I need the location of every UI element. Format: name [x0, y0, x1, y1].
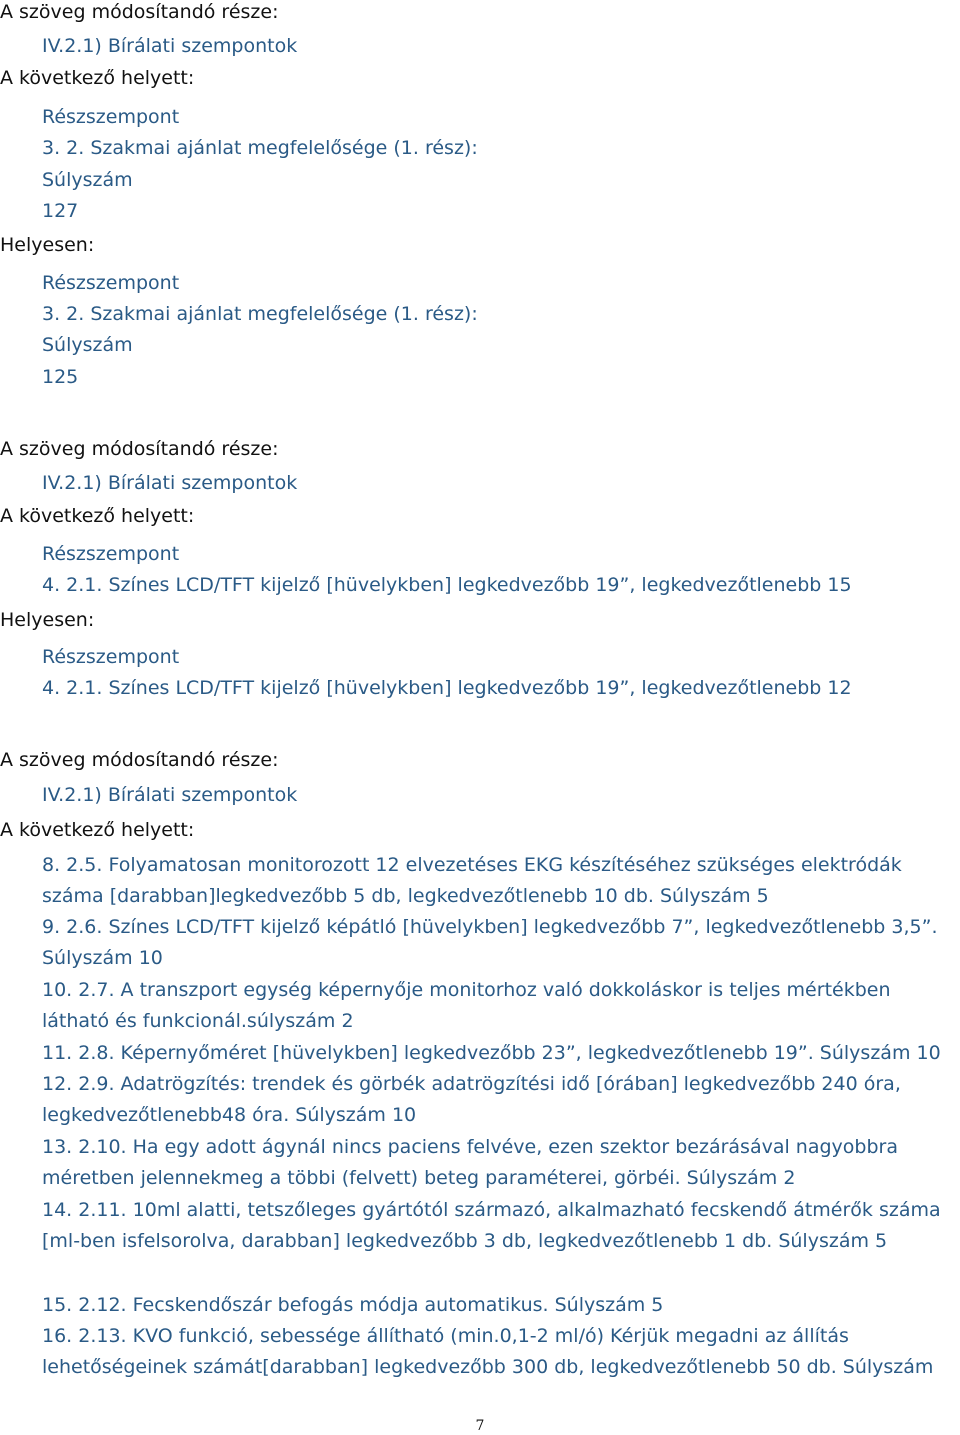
criteria-item: 8. 2.5. Folyamatosan monitorozott 12 elvezetéses EKG készítéséhez szükséges elektródák száma [darabban]legkedvezőbb 5 db, legkedvezőtlenebb 10 db. Súlyszám 5	[42, 854, 902, 908]
modified-part-label: A szöveg módosítandó része:	[0, 438, 279, 460]
instead-line: Súlyszám	[42, 169, 133, 191]
correct-line: Részszempont	[42, 646, 180, 668]
section-reference: IV.2.1) Bírálati szempontok	[42, 472, 298, 494]
correct-line: 125	[42, 366, 79, 388]
instead-line: Részszempont	[42, 106, 180, 128]
criteria-item: 15. 2.12. Fecskendőszár befogás módja automatikus. Súlyszám 5	[42, 1294, 664, 1316]
correct-line: Részszempont	[42, 272, 180, 294]
criteria-item: 12. 2.9. Adatrögzítés: trendek és görbék adatrögzítési idő [órában] legkedvezőbb 240 óra, legkedvezőtlenebb48 óra. Súlyszám 10	[42, 1073, 901, 1127]
instead-line: Részszempont	[42, 543, 180, 565]
modified-part-label: A szöveg módosítandó része:	[0, 1, 279, 23]
correct-line: Súlyszám	[42, 334, 133, 356]
instead-label: A következő helyett:	[0, 819, 195, 841]
correct-label: Helyesen:	[0, 234, 95, 256]
modified-part-label: A szöveg módosítandó része:	[0, 749, 279, 771]
correct-label: Helyesen:	[0, 609, 95, 631]
instead-line: 3. 2. Szakmai ajánlat megfelelősége (1. rész):	[42, 137, 478, 159]
section-reference: IV.2.1) Bírálati szempontok	[42, 35, 298, 57]
page-number: 7	[475, 1418, 485, 1434]
instead-label: A következő helyett:	[0, 505, 195, 527]
criteria-item: 14. 2.11. 10ml alatti, tetszőleges gyártótól származó, alkalmazható fecskendő átmérők száma [ml-ben isfelsorolva, darabban] legkedvezőbb 3 db, legkedvezőtlenebb 1 db. Súlyszám 5	[42, 1199, 941, 1253]
correct-line: 3. 2. Szakmai ajánlat megfelelősége (1. rész):	[42, 303, 478, 325]
instead-label: A következő helyett:	[0, 67, 195, 89]
instead-line: 4. 2.1. Színes LCD/TFT kijelző [hüvelykben] legkedvezőbb 19”, legkedvezőtlenebb 15	[42, 574, 852, 596]
criteria-item: 16. 2.13. KVO funkció, sebessége állítható (min.0,1-2 ml/ó) Kérjük megadni az állítás lehetőségeinek számát[darabban] legkedvezőbb 300 db, legkedvezőtlenebb 50 db. Súlyszám	[42, 1325, 934, 1379]
criteria-item: 11. 2.8. Képernyőméret [hüvelykben] legkedvezőbb 23”, legkedvezőtlenebb 19”. Súlyszám 10	[42, 1042, 941, 1064]
criteria-item: 10. 2.7. A transzport egység képernyője monitorhoz való dokkoláskor is teljes mértékben látható és funkcionál.súlyszám 2	[42, 979, 891, 1033]
correct-line: 4. 2.1. Színes LCD/TFT kijelző [hüvelykben] legkedvezőbb 19”, legkedvezőtlenebb 12	[42, 677, 852, 699]
instead-line: 127	[42, 200, 79, 222]
criteria-item: 13. 2.10. Ha egy adott ágynál nincs paciens felvéve, ezen szektor bezárásával nagyobbra méretben jelennekmeg a többi (felvett) beteg paraméterei, görbéi. Súlyszám 2	[42, 1136, 898, 1190]
criteria-item: 9. 2.6. Színes LCD/TFT kijelző képátló [hüvelykben] legkedvezőbb 7”, legkedvezőtlenebb 3,5”. Súlyszám 10	[42, 916, 938, 970]
section-reference: IV.2.1) Bírálati szempontok	[42, 784, 298, 806]
